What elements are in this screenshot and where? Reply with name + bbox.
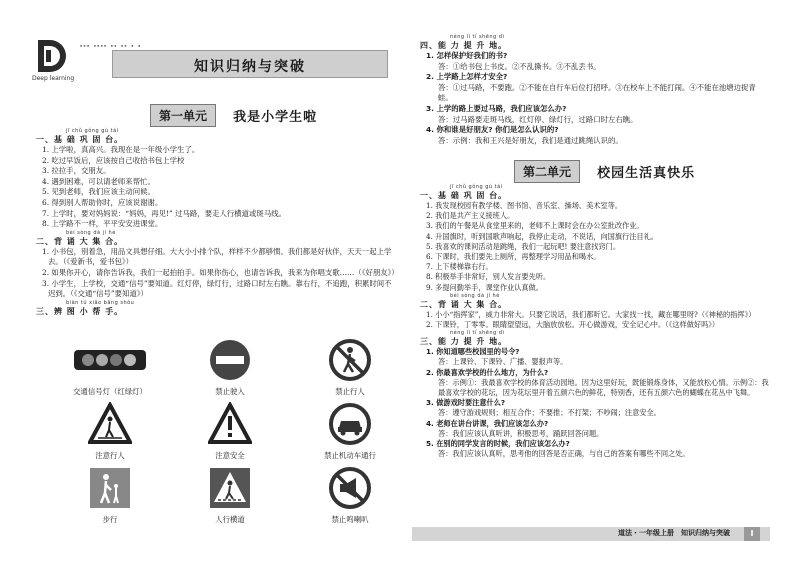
answer: 答：我们应该认真听讲，积极思考，踊跃回答问题。 (438, 428, 604, 438)
answer: 答：过马路要走斑马线，红灯停、绿灯行，过路口时左右瞧。 (438, 114, 638, 124)
list-item: 7. 上学时，要对妈妈说：“妈妈，再见!” 过马路，要走人行横道或斑马线。 (42, 208, 286, 218)
list-item: 5. 见到老师，我们应该主动问候。 (42, 187, 155, 197)
right-column-top (420, 34, 770, 146)
sign-caption: 禁止鸣喇叭 (331, 515, 369, 524)
unit2-label: 第二单元 (514, 160, 580, 183)
list-item: 2. 如果你开心，请你告诉我，我们一起拍拍手。如果你伤心，也请告诉我，我来为你唱支歌……（《好朋友》） (42, 267, 399, 277)
sign-grid (60, 338, 400, 538)
question: 2. 你最喜欢学校的什么地方，为什么? (426, 367, 549, 377)
section-heading: 三、辨 图 小 帮 手。 (36, 306, 124, 316)
list-item: 1. 小小“指挥家”，威力非常大。只要它说话，我们都听它。大家找一找，藏在哪里呀?（《神秘的指挥》） (426, 309, 756, 319)
logo-small-print: ▪▪▪ ▪▪▪▪ ▪▪ ▪▪ ▪ ▪ (80, 43, 142, 48)
list-item: 6. 下课时，我们要先上厕所，再整理学习用品和喝水。 (426, 252, 601, 262)
sign-caption: 禁止行人 (335, 387, 365, 396)
sign-item (60, 466, 160, 525)
pinyin: néng lì tí shēng dì (450, 330, 505, 337)
watch-pedestrians-icon (88, 402, 132, 446)
list-item: 6. 得到别人帮助你时，应该说谢谢。 (42, 197, 163, 207)
list-item: 1. 我发现校园有教学楼、图书馆、音乐室、操场、美术室等。 (426, 201, 623, 210)
answer: 答：示例：我和王兴是好朋友，我们是通过跳绳认识的。 (438, 135, 623, 145)
right-column-bottom (420, 184, 770, 459)
pinyin: biàn tú xiǎo bāng shǒu (66, 299, 135, 306)
left-column (36, 128, 399, 317)
question: 2. 上学路上怎样才安全? (426, 72, 508, 82)
list-item: 4. 遇到困难，可以请老师来帮忙。 (42, 176, 155, 186)
section-heading: 二、背 诵 大 集 合。 (36, 236, 124, 246)
sign-item (60, 338, 160, 397)
section-banner (112, 50, 388, 78)
unit2-title: 校园生活真快乐 (597, 166, 696, 181)
deep-learning-logo (34, 38, 70, 74)
pinyin: jī chǔ gǒng gù tái (450, 184, 503, 190)
traffic-light-icon (70, 338, 150, 382)
page-footer (412, 527, 770, 541)
question: 3. 上学的路上要过马路，我们应该怎么办? (426, 103, 567, 113)
list-item: 1. 上学啦，真高兴。我现在是一年级小学生了。 (42, 145, 200, 154)
section-heading: 一、基 础 巩 固 台。 (36, 135, 124, 144)
list-item: 2. 吃过早饭后，应该按自己收拾书包上学校 (42, 155, 185, 165)
sign-caption: 人行横道 (215, 515, 245, 524)
pinyin: bèi sòng dà jí hé (450, 292, 500, 299)
section-heading: 三、能 力 提 升 地。 (420, 337, 508, 347)
banner-title: 知识归纳与突破 (194, 59, 306, 75)
question: 1. 怎样保护好我们的书? (426, 51, 508, 60)
sign-item (60, 402, 160, 461)
sign-caption: 步行 (102, 515, 118, 524)
no-pedestrians-icon (328, 338, 372, 382)
sign-item (180, 402, 280, 461)
question: 4. 老师在讲台讲课，我们应该怎么办? (426, 418, 549, 428)
list-item: 3. 拉拉手，交朋友。 (42, 166, 111, 176)
list-item: 2. 下课铃，丁零零。眼睛望望远，大脑放放松。开心做游戏，安全记心中。（《这样做好吗》） (426, 320, 720, 330)
sign-item (300, 402, 400, 461)
sign-item (180, 338, 280, 397)
question: 1. 你知道哪些校园里的号令? (426, 347, 520, 357)
unit2-header (514, 160, 695, 184)
list-item: 8. 上学路不一样，平平安安进课堂。 (42, 219, 163, 229)
unit1-label: 第一单元 (150, 104, 216, 127)
pinyin: néng lì tí shēng dì (450, 34, 505, 40)
no-motor-vehicles-icon (328, 402, 372, 446)
sign-caption: 禁止机动车通行 (324, 451, 376, 460)
answer: 答：①过马路，不要跑。②不能在自行车后位打招呼。③在校车上不能打闹。④不能在池塘边捉青蛙。 (438, 82, 756, 103)
sign-caption: 交通信号灯（红绿灯） (73, 387, 147, 396)
sign-caption: 注意安全 (215, 451, 245, 460)
list-item: 5. 我喜欢的课间活动是跳绳，我们一起玩吧! 要注意找窍门。 (426, 241, 621, 251)
footer-text: 道法・一年级上册 知识归纳与突破 (618, 529, 730, 537)
answer: 答：我们应该认真听，思考他的回答是否正确，与自己的答案有哪些不同之处。 (438, 449, 690, 459)
logo-text: Deep learning (32, 75, 75, 82)
section-heading: 二、背 诵 大 集 合。 (420, 299, 508, 309)
list-item: 7. 上下楼梯靠右行。 (426, 262, 493, 272)
list-item: 3. 小学生，上学校，交通“信号”要知道。红灯停，绿灯行，过路口时左右瞧。靠右行，不追跑，积累时间不迟到。（《交通“信号”要知道》） (42, 278, 392, 299)
crosswalk-icon (208, 466, 252, 510)
sign-item (180, 466, 280, 525)
sign-caption: 禁止驶入 (215, 387, 245, 396)
pinyin: bèi sòng dà jí hé (66, 229, 116, 236)
list-item: 8. 积极举手非常好，别人发言要先听。 (426, 272, 551, 282)
answer: 答：遵守游戏规则；相互合作；不要推；不打架；不吵闹；注意安全。 (438, 408, 661, 418)
no-horn-icon (328, 466, 372, 510)
question: 3. 做游戏时要注意什么? (426, 398, 506, 408)
walking-icon (88, 466, 132, 510)
list-item: 2. 我们是共产主义接班人。 (426, 211, 515, 221)
answer: 答：示例①：我最喜欢学校的体育活动园地。因为这里好玩，既能锻炼身体，又能放松心情。示例②：我最喜欢学校的花坛，因为花坛里开着五颜六色的鲜花，特别香，还有五颜六色的蝴蝶在花丛中飞舞。 (438, 377, 769, 398)
sign-caption: 注意行人 (95, 451, 125, 460)
question: 4. 你和谁是好朋友? 你们是怎么认识的? (426, 125, 559, 135)
list-item: 3. 我们的午餐是从食堂里来的，老师不上课时会在办公室批改作业。 (426, 221, 644, 231)
list-item: 1. 小书包，别着急，用品文具想仔细。大大小小排个队，样样不少都够惯。我们都是好伙伴，天天一起上学去。（《爱新书，爱书包》） (42, 246, 392, 267)
answer: 答：①给书包上书皮。②不乱撕书。③不乱丢书。 (438, 61, 601, 71)
answer: 答：上课铃、下课铃、广播、婴报声等。 (438, 357, 568, 367)
no-entry-icon (208, 338, 252, 382)
sign-item (300, 338, 400, 397)
unit1-header (150, 104, 317, 128)
caution-icon (208, 402, 252, 446)
section-heading: 四、能 力 提 升 地。 (420, 41, 508, 50)
list-item: 9. 多提问勤举手，课堂作业认真做。 (426, 282, 543, 292)
unit1-title: 我是小学生啦 (233, 110, 318, 125)
question: 5. 在别的同学发言的时候，我们应该怎么办? (426, 439, 570, 449)
pinyin: jī chǔ gǒng gù tái (66, 128, 119, 134)
sign-item (300, 466, 400, 525)
page-number: I (744, 527, 760, 541)
section-heading: 一、基 础 巩 固 台。 (420, 191, 508, 200)
list-item: 4. 升国旗时，听到国歌声响起，我停止走动，不说话，向国旗行注目礼。 (426, 231, 658, 241)
